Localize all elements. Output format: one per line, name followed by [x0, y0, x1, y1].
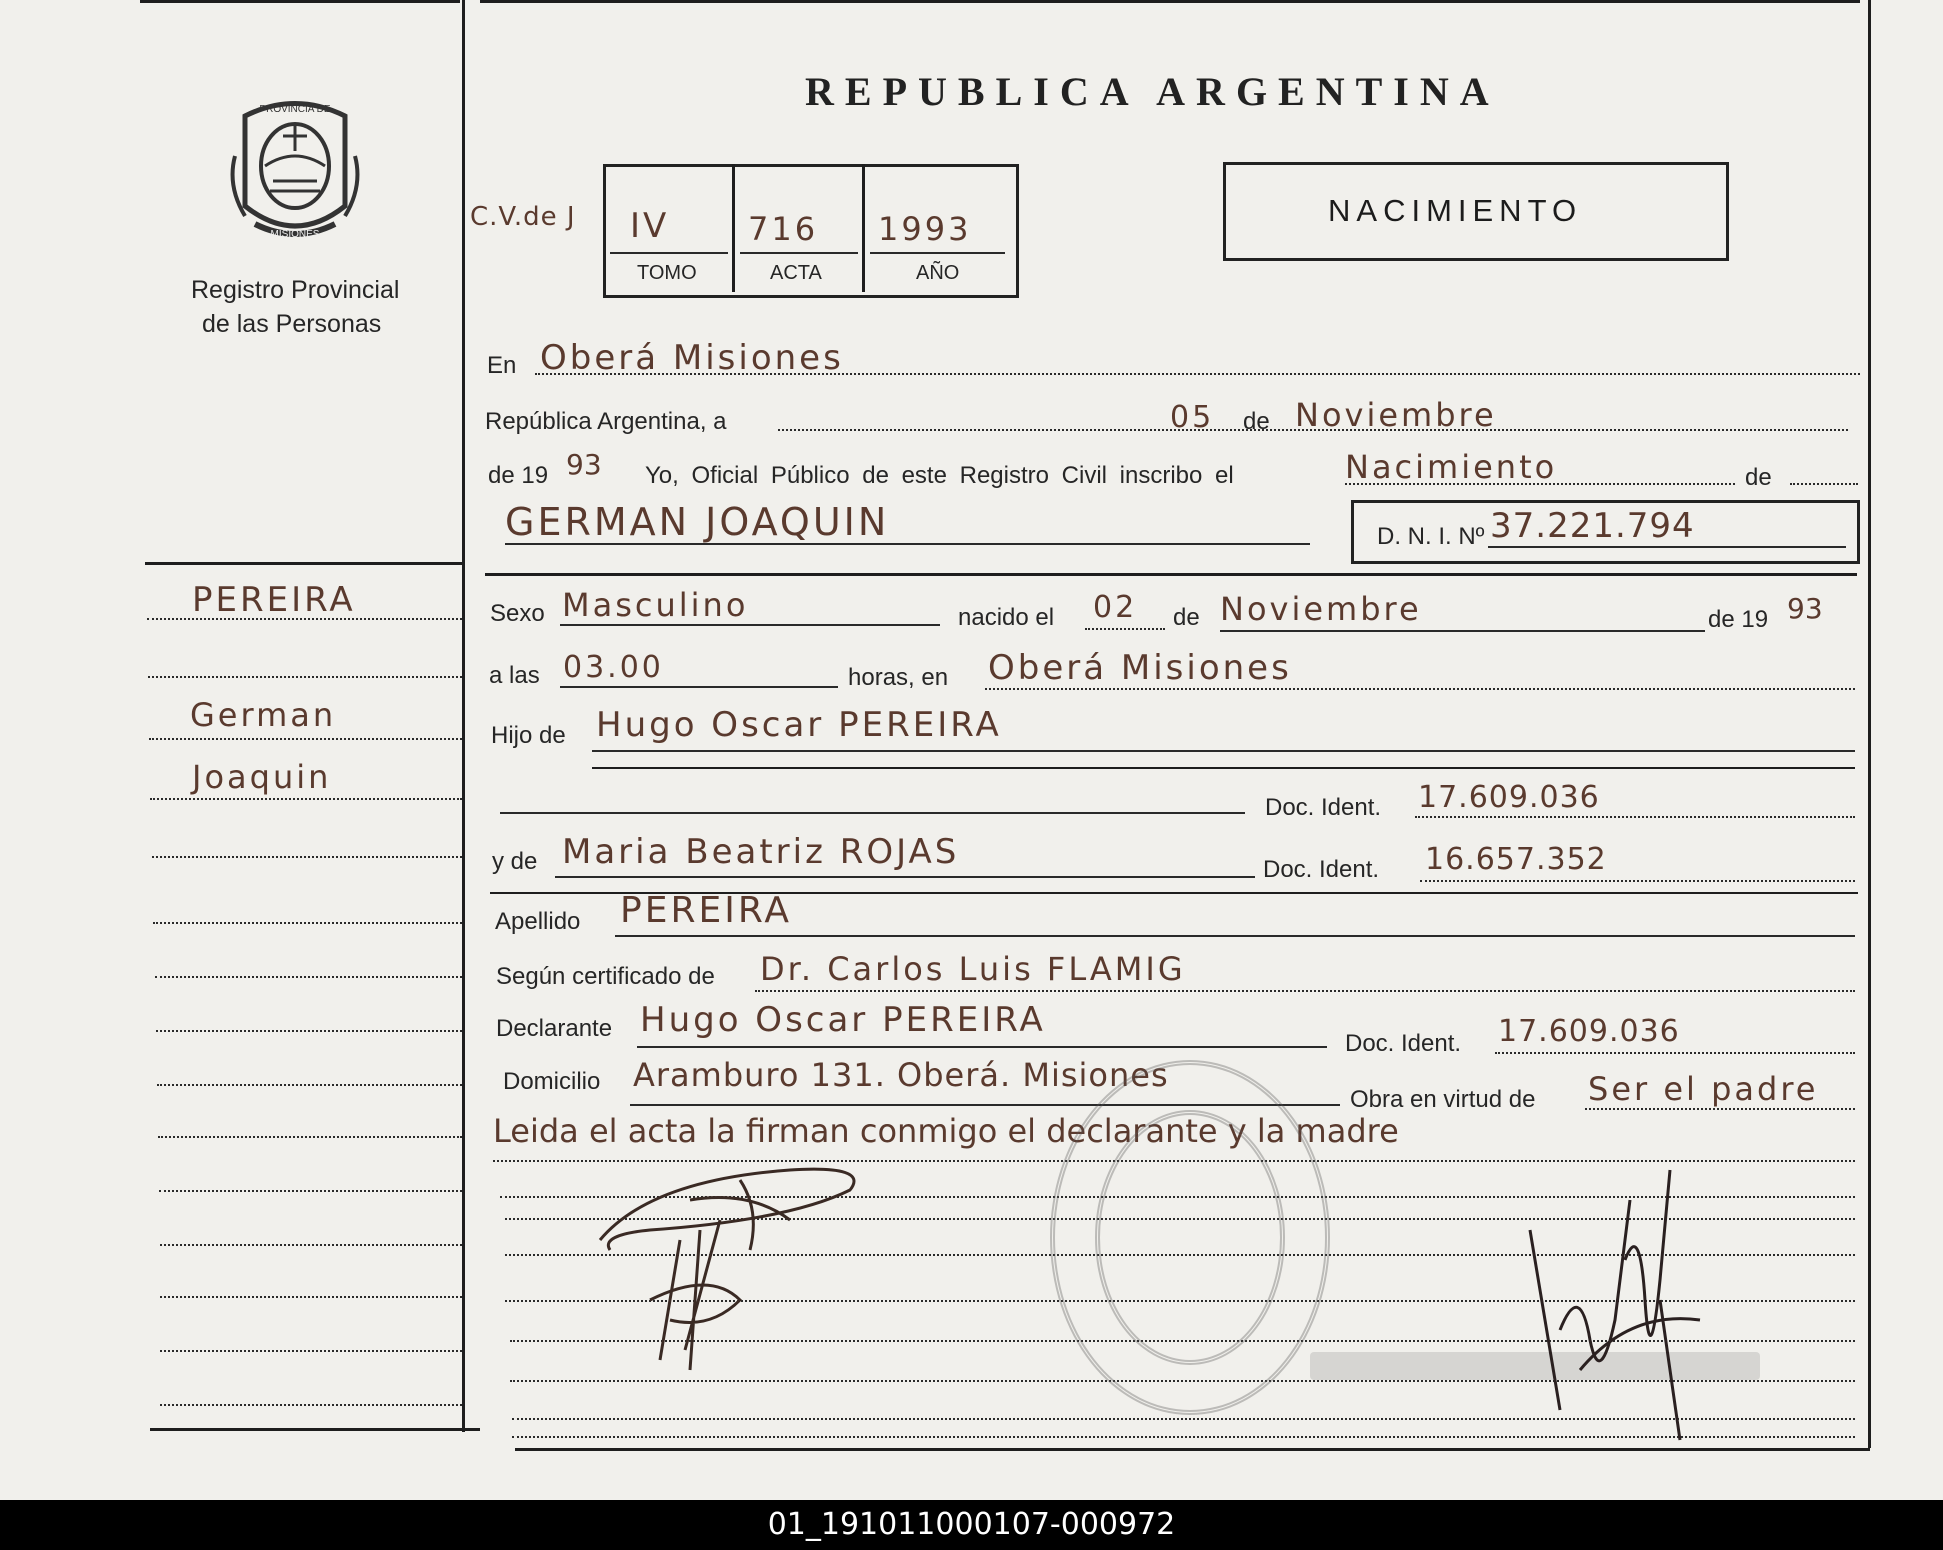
margin-line	[150, 798, 462, 800]
value-mes-inscripcion: Noviembre	[1295, 396, 1497, 434]
record-type-label: NACIMIENTO	[1328, 193, 1583, 228]
label-segun: Según certificado de	[496, 963, 715, 990]
line-padre-2	[592, 767, 1855, 769]
anio-value: 1993	[878, 210, 972, 248]
label-apellido: Apellido	[495, 908, 581, 935]
value-padre: Hugo Oscar PEREIRA	[596, 705, 1002, 745]
line-sexo	[560, 624, 940, 626]
value-madre-doc: 16.657.352	[1425, 842, 1607, 877]
left-column-divider	[462, 0, 465, 1432]
label-republica: República Argentina, a	[485, 408, 727, 435]
margin-line	[155, 976, 462, 978]
line-madre-doc	[1420, 880, 1855, 882]
margin-line	[153, 922, 462, 924]
margin-line	[160, 1350, 462, 1352]
record-divider-1	[732, 164, 735, 292]
label-declarante: Declarante	[496, 1015, 613, 1042]
line-hora	[560, 686, 838, 688]
value-mes-nacimiento: Noviembre	[1220, 590, 1422, 628]
prefix-note: C.V.de J	[470, 202, 576, 232]
line-certificado	[755, 990, 1855, 992]
separator-rule	[485, 573, 1857, 576]
margin-header-rule	[145, 562, 463, 565]
value-declarante: Hugo Oscar PEREIRA	[640, 1000, 1046, 1040]
value-dni: 37.221.794	[1490, 506, 1695, 546]
registry-name-line2: de las Personas	[202, 310, 382, 338]
record-rule-3	[870, 252, 1005, 254]
label-de-19: de 19	[488, 462, 549, 489]
margin-line	[152, 856, 462, 858]
registry-name-line1: Registro Provincial	[191, 276, 400, 304]
margin-line	[149, 738, 462, 740]
line-madre	[555, 876, 1255, 878]
tomo-value: IV	[630, 206, 670, 246]
acta-value: 716	[748, 210, 819, 248]
label-domicilio: Domicilio	[503, 1068, 601, 1095]
top-border-right	[480, 0, 1860, 3]
value-lugar: Oberá Misiones	[540, 338, 844, 378]
label-sexo: Sexo	[490, 600, 545, 627]
label-horas-en: horas, en	[848, 664, 949, 691]
value-acto: Nacimiento	[1345, 448, 1558, 486]
record-rule-1	[610, 252, 728, 254]
right-border	[1868, 0, 1871, 1448]
value-padre-doc: 17.609.036	[1418, 780, 1600, 815]
label-doc-declarante: Doc. Ident.	[1345, 1030, 1462, 1057]
value-domicilio: Aramburo 131. Oberá. Misiones	[633, 1056, 1169, 1094]
value-declarante-doc: 17.609.036	[1498, 1014, 1680, 1049]
margin-line	[156, 1030, 462, 1032]
label-hijo-de: Hijo de	[491, 722, 566, 749]
line-lugar-nac	[985, 688, 1855, 690]
value-madre: Maria Beatriz ROJAS	[562, 832, 960, 872]
line-nombre	[505, 543, 1310, 545]
line-dni	[1488, 546, 1846, 548]
value-lugar-nacimiento: Oberá Misiones	[988, 648, 1292, 688]
label-y-de: y de	[492, 848, 538, 875]
acta-label: ACTA	[770, 262, 822, 284]
label-yo-oficial: Yo, Oficial Público de este Registro Civil inscribo el	[645, 462, 1234, 489]
label-doc-madre: Doc. Ident.	[1263, 856, 1380, 883]
label-de-2: de	[1745, 464, 1772, 491]
value-apellido: PEREIRA	[620, 890, 793, 931]
line-declarante-doc	[1495, 1052, 1855, 1054]
margin-nombre2: Joaquin	[192, 758, 332, 796]
margin-line	[159, 1190, 462, 1192]
line-declarante	[637, 1046, 1327, 1048]
margin-line	[157, 1084, 462, 1086]
label-doc-padre: Doc. Ident.	[1265, 794, 1382, 821]
label-nacido-el: nacido el	[958, 604, 1055, 631]
value-dia-nacimiento: 02	[1093, 590, 1138, 625]
margin-line	[148, 676, 462, 678]
margin-line	[160, 1404, 462, 1406]
image-id-label: 01_191011000107-000972	[767, 1507, 1176, 1542]
record-rule-2	[740, 252, 858, 254]
label-obra: Obra en virtud de	[1350, 1086, 1536, 1113]
line-padre	[592, 750, 1855, 752]
line-dia-nac	[1085, 628, 1165, 630]
margin-apellido: PEREIRA	[192, 580, 356, 620]
margin-line	[147, 618, 462, 620]
record-divider-2	[862, 164, 865, 292]
margin-line	[160, 1296, 462, 1298]
line-padre-extra	[500, 812, 1245, 814]
declarant-signature-icon	[590, 1160, 900, 1390]
label-de-3: de	[1173, 604, 1200, 631]
officer-signature-icon	[1520, 1160, 1720, 1450]
line-de-2	[1790, 483, 1858, 485]
seal-text-top: PROVINCIA DE	[259, 104, 331, 115]
top-border-left	[140, 0, 460, 3]
line-mes-nac	[1220, 630, 1705, 632]
image-id-footer	[0, 1500, 1943, 1550]
anio-label: AÑO	[916, 262, 960, 284]
label-dni: D. N. I. Nº	[1377, 523, 1485, 550]
value-hora: 03.00	[563, 650, 664, 685]
country-title: REPUBLICA ARGENTINA	[805, 69, 1500, 114]
label-a-las: a las	[489, 662, 540, 689]
margin-line	[160, 1244, 462, 1246]
value-certificado: Dr. Carlos Luis FLAMIG	[760, 950, 1186, 988]
value-dia-inscripcion: 05	[1170, 400, 1215, 435]
line-padre-doc	[1415, 816, 1855, 818]
line-obra	[1585, 1108, 1855, 1110]
province-seal-icon	[225, 96, 365, 246]
margin-line	[158, 1136, 462, 1138]
tomo-label: TOMO	[637, 262, 697, 284]
line-apellido	[615, 935, 1855, 937]
label-en: En	[487, 352, 517, 379]
value-anio-inscripcion: 93	[566, 448, 602, 481]
label-de-1: de	[1243, 408, 1270, 435]
margin-nombre1: German	[190, 696, 337, 734]
label-de-19b: de 19	[1708, 606, 1769, 633]
value-leida: Leida el acta la firman conmigo el declarante y la madre	[493, 1112, 1399, 1150]
value-sexo: Masculino	[562, 586, 749, 624]
value-anio-nacimiento: 93	[1787, 592, 1823, 625]
official-stamp-inner	[1095, 1110, 1285, 1365]
value-nombre: GERMAN JOAQUIN	[505, 500, 890, 544]
value-obra: Ser el padre	[1588, 1070, 1819, 1108]
bottom-border-left	[150, 1428, 480, 1431]
seal-text-bottom: MISIONES	[270, 229, 320, 240]
